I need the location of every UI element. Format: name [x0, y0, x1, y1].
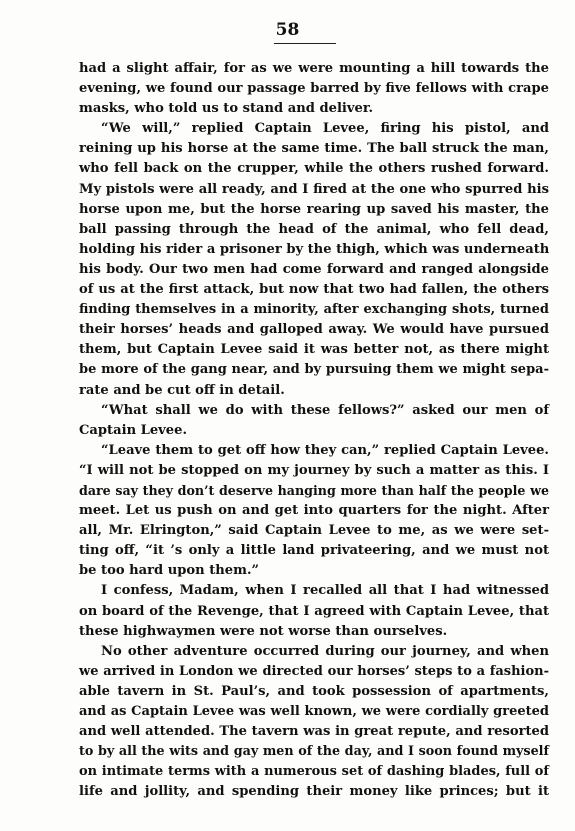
text-line: No other adventure occurred during our journey, and when: [101, 643, 549, 659]
text-line: ting off, “it ’s only a little land privateering, and we must not: [79, 543, 549, 559]
text-line: their horses’ heads and galloped away. We would have pursued: [79, 322, 549, 338]
text-line: horse upon me, but the horse rearing up saved his master, the: [79, 201, 549, 217]
text-line: meet. Let us push on and get into quarters for the night. After: [79, 503, 549, 519]
text-line: be too hard upon them.”: [79, 563, 260, 579]
text-line: and as Captain Levee was well known, we were cordially greeted: [79, 704, 549, 719]
page-number: 58: [275, 20, 300, 40]
text-line: I confess, Madam, when I recalled all that I had witnessed: [101, 583, 549, 599]
text-line: them, but Captain Levee said it was better not, as there might: [79, 342, 549, 358]
text-line: holding his rider a prisoner by the thigh, which was underneath: [79, 241, 550, 257]
text-line: ball passing through the head of the animal, who fell dead,: [79, 221, 549, 237]
text-line: and well attended. The tavern was in great repute, and resorted: [79, 724, 549, 740]
text-line: on board of the Revenge, that I agreed with Captain Levee, that: [79, 603, 549, 619]
text-line: life and jollity, and spending their money like princes; but it: [79, 784, 549, 800]
text-line: these highwaymen were not worse than ourselves.: [79, 623, 448, 639]
body-text: [79, 59, 549, 802]
text-line: of us at the first attack, but now that two had fallen, the others: [79, 282, 549, 298]
text-line: who fell back on the crupper, while the others rushed forward.: [79, 161, 549, 177]
text-line: My pistols were all ready, and I fired at the one who spurred his: [79, 181, 549, 197]
text-line: evening, we found our passage barred by five fellows with crape: [79, 81, 549, 97]
text-line: Captain Levee.: [79, 422, 188, 438]
text-line: “We will,” replied Captain Levee, firing his pistol, and: [101, 121, 549, 137]
text-line: “I will not be stopped on my journey by such a matter as this. I: [79, 462, 549, 478]
text-line: masks, who told us to stand and deliver.: [79, 101, 374, 117]
text-line: had a slight affair, for as we were mounting a hill towards the: [79, 61, 549, 76]
text-line: his body. Our two men had come forward and ranged alongside: [79, 261, 549, 277]
text-line: dare say they don’t deserve hanging more than half the people we: [79, 482, 549, 498]
text-line: to by all the wits and gay men of the day, and I soon found myself: [79, 744, 549, 760]
text-line: “What shall we do with these fellows?” asked our men of: [101, 402, 549, 418]
header-rule: [274, 43, 336, 44]
text-line: be more of the gang near, and by pursuing them we might sepa-: [79, 362, 549, 378]
text-line: all, Mr. Elrington,” said Captain Levee to me, as we were set-: [79, 523, 549, 539]
text-line: reining up his horse at the same time. The ball struck the man,: [79, 141, 549, 157]
text-line: “Leave them to get off how they can,” replied Captain Levee.: [101, 442, 549, 458]
text-line: on intimate terms with a numerous set of dashing blades, full of: [79, 764, 549, 780]
text-line: able tavern in St. Paul’s, and took possession of apartments,: [79, 683, 549, 699]
text-line: finding themselves in a minority, after exchanging shots, turned: [79, 302, 549, 318]
text-line: rate and be cut off in detail.: [79, 382, 285, 398]
text-line: we arrived in London we directed our horses’ steps to a fashion-: [79, 663, 549, 679]
